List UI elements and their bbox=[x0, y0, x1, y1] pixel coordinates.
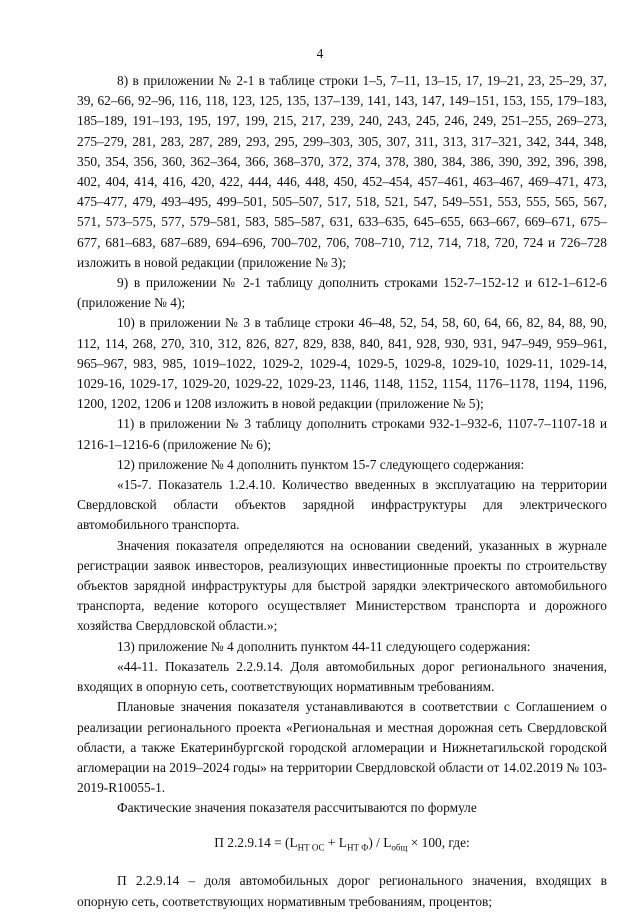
formula-lhs: П 2.2.9.14 = (L bbox=[214, 834, 298, 850]
item-11-paragraph: 11) в приложении № 3 таблицу дополнить строками 932-1–932-6, 1107-7–1107-18 и 1216-1–1216-6 (приложение № 6); bbox=[77, 416, 607, 452]
formula-mid: + L bbox=[324, 834, 347, 850]
item-13-paragraph: 13) приложение № 4 дополнить пунктом 44-11 следующего содержания: bbox=[117, 638, 531, 654]
item-8-paragraph: 8) в приложении № 2-1 в таблице строки 1–5, 7–11, 13–15, 17, 19–21, 23, 25–29, 37, 39, 62–66, 92–96, 116, 118, 123, 125, 135, 137–139, 141, 143, 147, 149–151, 153, 155, 179–183, 185–189, 191–193, 195, 197, 199, 215, 217, 239, 240, 243, 245, 246, 249, 251–255, 269–273, 275–279, 281, 283, 287, 289, 293, 295, 299–303, 305, 307, 311, 313, 317–321, 342, 344, 348, 350, 354, 356, 360, 362–364, 366, 368–370, 372, 374, 378, 380, 384, 386, 390, 392, 396, 398, 402, 404, 414, 416, 420, 422, 444, 446, 448, 450, 452–454, 457–461, 463–467, 469–471, 473, 475–477, 479, 493–495, 499–501, 505–507, 517, 518, 521, 547, 549–551, 553, 555, 565, 567, 571, 573–575, 577, 579–581, 583, 585–587, 631, 633–635, 645–655, 663–667, 669–671, 675–677, 681–683, 687–689, 694–696, 700–702, 706, 708–710, 712, 714, 718, 720, 724 и 726–728 изложить в новой редакции (приложение № 3); bbox=[77, 73, 607, 270]
item-12-paragraph: 12) приложение № 4 дополнить пунктом 15-7 следующего содержания: bbox=[117, 456, 525, 472]
definition-paragraph: П 2.2.9.14 – доля автомобильных дорог регионального значения, входящих в опорную сеть, соответствующих нормативным требованиям, процентов; bbox=[77, 873, 607, 909]
formula-sub-1: НТ ОС bbox=[297, 842, 325, 853]
point-15-7-paragraph: «15-7. Показатель 1.2.4.10. Количество введенных в эксплуатацию на территории Свердловской области объектов зарядной инфраструктуры для электрического автомобильного транспорта. bbox=[77, 477, 607, 533]
formula-sub-3: общ bbox=[391, 842, 408, 853]
page-number: 4 bbox=[316, 46, 324, 61]
formula-div: ) / L bbox=[368, 834, 392, 850]
point-44-11-paragraph: «44-11. Показатель 2.2.9.14. Доля автомобильных дорог регионального значения, входящих в опорную сеть, соответствующих нормативным требованиям. bbox=[77, 658, 607, 695]
formula bbox=[77, 833, 607, 858]
planned-values-paragraph: Плановые значения показателя устанавливаются в соответствии с Соглашением о реализации регионального проекта «Региональная и местная дорожная сеть Свердловской области, а также Екатеринбургской городской агломерации и Нижнетагильской городской агломерации на 2019–2024 годы» на территории Свердловской области от 14.02.2019 № 103-2019-R10055-1. bbox=[77, 699, 607, 796]
indicator-values-paragraph: Значения показателя определяются на основании сведений, указанных в журнале регистрации заявок инвесторов, реализующих инвестиционные проекты по строительству объектов зарядной инфраструктуры для быстрой зарядки электрического автомобильного транспорта, ведение которого осуществляет Министерством транспорта и дорожного хозяйства Свердловской области.»; bbox=[77, 537, 607, 634]
formula-sub-2: НТ Ф bbox=[346, 842, 369, 853]
item-10-paragraph: 10) в приложении № 3 в таблице строки 46–48, 52, 54, 58, 60, 64, 66, 82, 84, 88, 90, 112, 114, 268, 270, 310, 312, 826, 827, 829, 838, 840, 841, 928, 930, 931, 947–949, 959–961, 965–967, 983, 985, 1019–1022, 1029-2, 1029-4, 1029-5, 1029-8, 1029-10, 1029-11, 1029-14, 1029-16, 1029-17, 1029-20, 1029-22, 1029-23, 1146, 1148, 1152, 1154, 1176–1178, 1194, 1196, 1200, 1202, 1206 и 1208 изложить в новой редакции (приложение № 5); bbox=[77, 315, 607, 412]
item-9-paragraph: 9) в приложении № 2-1 таблицу дополнить строками 152-7–152-12 и 612-1–612-6 (приложение № 4); bbox=[77, 275, 607, 311]
formula-rhs: × 100, где: bbox=[407, 834, 470, 850]
actual-values-paragraph: Фактические значения показателя рассчитываются по формуле bbox=[117, 800, 477, 816]
document-body bbox=[77, 71, 607, 912]
